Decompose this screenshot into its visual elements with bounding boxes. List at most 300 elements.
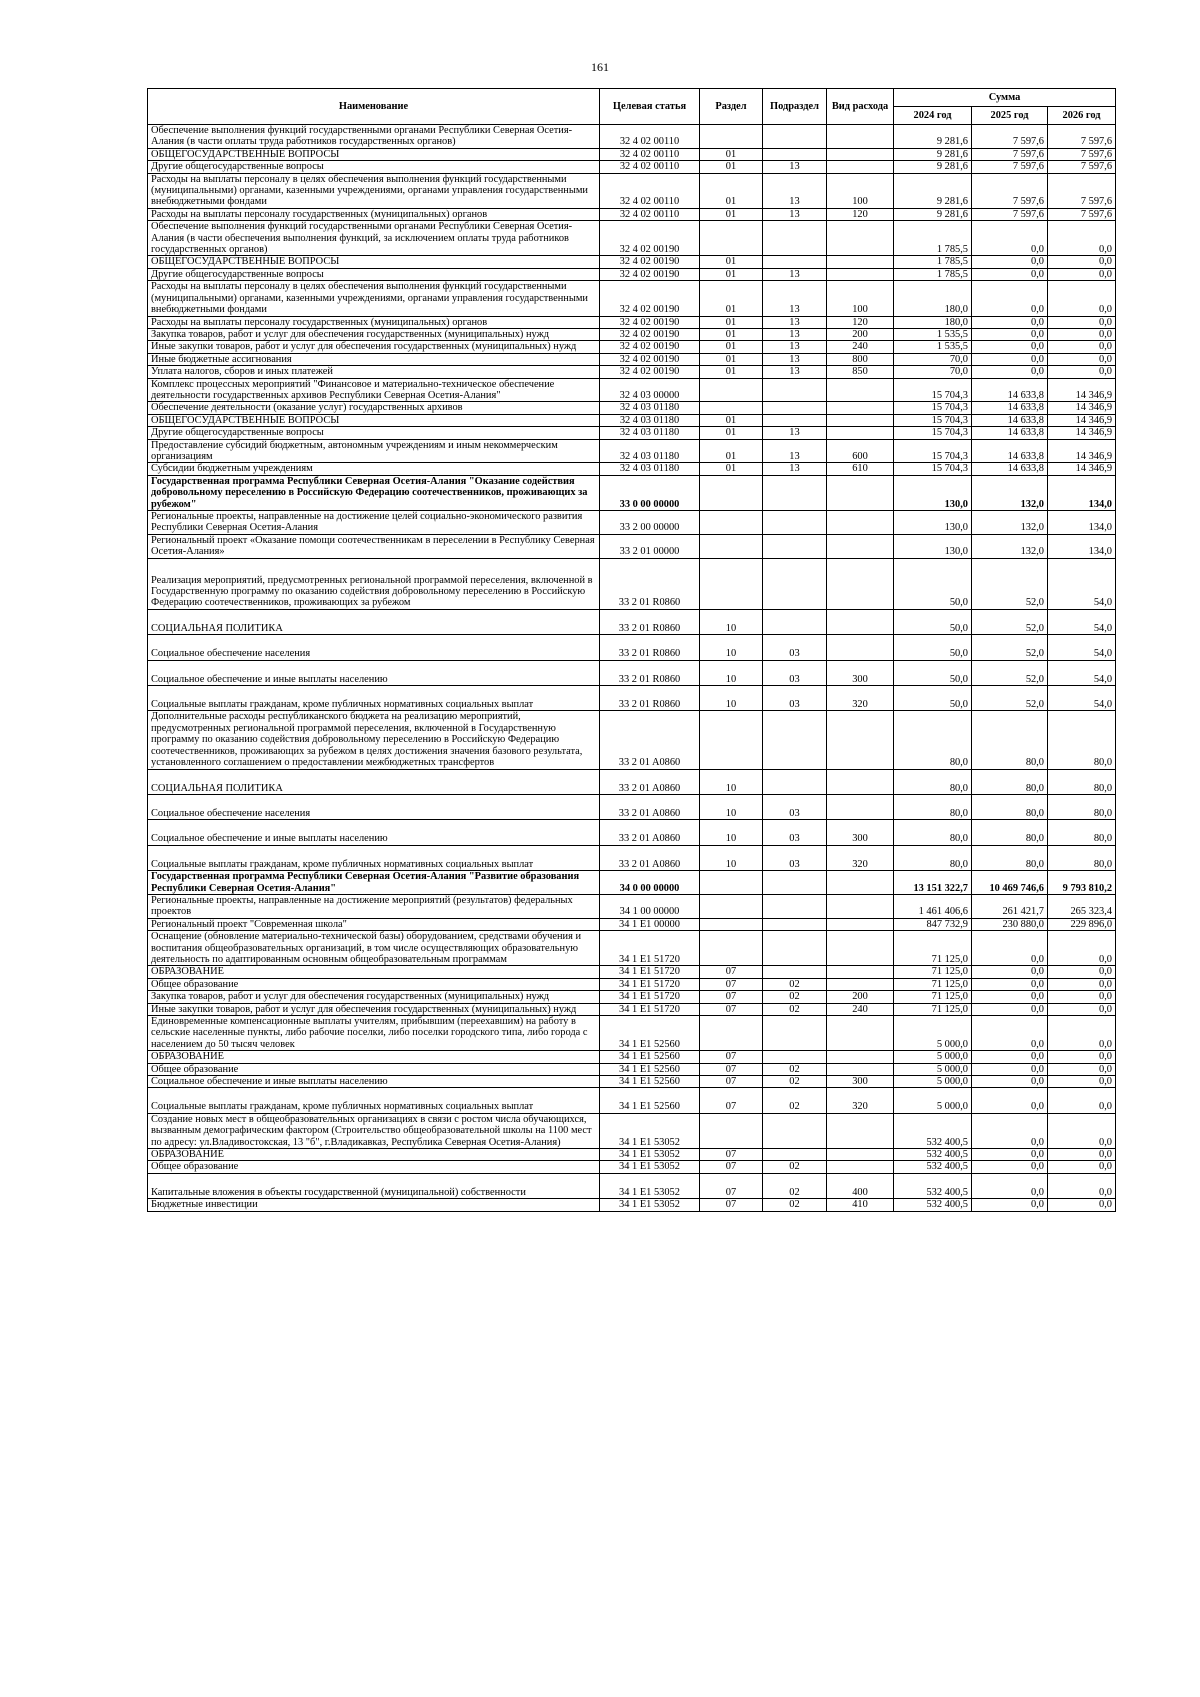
cell-2024: 532 400,5 xyxy=(894,1173,972,1198)
cell-expense-type xyxy=(827,427,894,439)
cell-target: 33 2 01 A0860 xyxy=(600,845,700,870)
cell-section xyxy=(700,558,763,609)
cell-expense-type: 100 xyxy=(827,173,894,208)
cell-expense-type: 410 xyxy=(827,1199,894,1211)
cell-subsection xyxy=(763,511,827,535)
cell-target: 34 1 E1 51720 xyxy=(600,1003,700,1015)
cell-2024: 15 704,3 xyxy=(894,463,972,475)
cell-2025: 0,0 xyxy=(972,328,1048,340)
cell-section xyxy=(700,534,763,558)
cell-expense-type xyxy=(827,871,894,895)
table-row xyxy=(148,894,1116,918)
cell-subsection xyxy=(763,475,827,510)
cell-section: 10 xyxy=(700,845,763,870)
cell-2025: 0,0 xyxy=(972,1063,1048,1075)
cell-2024: 15 704,3 xyxy=(894,378,972,402)
cell-target: 34 1 E1 51720 xyxy=(600,931,700,966)
table-row xyxy=(148,1076,1116,1088)
table-row xyxy=(148,918,1116,930)
cell-target: 32 4 02 00110 xyxy=(600,161,700,173)
cell-2026: 54,0 xyxy=(1048,660,1116,685)
table-row xyxy=(148,475,1116,510)
cell-expense-type: 300 xyxy=(827,660,894,685)
cell-2025: 0,0 xyxy=(972,341,1048,353)
cell-2026: 0,0 xyxy=(1048,316,1116,328)
cell-target: 34 1 E1 00000 xyxy=(600,918,700,930)
cell-2026: 0,0 xyxy=(1048,1076,1116,1088)
cell-2026: 14 346,9 xyxy=(1048,378,1116,402)
cell-2026: 54,0 xyxy=(1048,686,1116,711)
table-row xyxy=(148,328,1116,340)
cell-name: СОЦИАЛЬНАЯ ПОЛИТИКА xyxy=(148,609,600,634)
cell-name: ОБРАЗОВАНИЕ xyxy=(148,966,600,978)
cell-2024: 9 281,6 xyxy=(894,173,972,208)
table-row xyxy=(148,1161,1116,1173)
cell-section: 01 xyxy=(700,281,763,316)
table-row xyxy=(148,794,1116,819)
cell-2024: 15 704,3 xyxy=(894,439,972,463)
table-row xyxy=(148,414,1116,426)
cell-2026: 80,0 xyxy=(1048,794,1116,819)
cell-2026: 0,0 xyxy=(1048,1016,1116,1051)
cell-2026: 0,0 xyxy=(1048,256,1116,268)
cell-expense-type: 200 xyxy=(827,991,894,1003)
cell-subsection: 03 xyxy=(763,660,827,685)
cell-2024: 1 535,5 xyxy=(894,341,972,353)
cell-2024: 130,0 xyxy=(894,475,972,510)
cell-section: 10 xyxy=(700,660,763,685)
cell-target: 34 1 E1 52560 xyxy=(600,1016,700,1051)
header-name: Наименование xyxy=(148,89,600,125)
cell-2026: 9 793 810,2 xyxy=(1048,871,1116,895)
cell-2026: 7 597,6 xyxy=(1048,125,1116,149)
cell-2026: 0,0 xyxy=(1048,366,1116,378)
cell-section: 07 xyxy=(700,1199,763,1211)
cell-2025: 0,0 xyxy=(972,1051,1048,1063)
cell-subsection: 02 xyxy=(763,1088,827,1113)
table-row xyxy=(148,1003,1116,1015)
table-row xyxy=(148,1063,1116,1075)
table-row xyxy=(148,173,1116,208)
cell-target: 33 2 01 A0860 xyxy=(600,711,700,769)
cell-target: 33 2 01 A0860 xyxy=(600,820,700,845)
cell-expense-type xyxy=(827,148,894,160)
cell-expense-type xyxy=(827,918,894,930)
cell-expense-type xyxy=(827,931,894,966)
cell-section: 01 xyxy=(700,414,763,426)
table-row xyxy=(148,978,1116,990)
cell-name: Региональные проекты, направленные на достижение мероприятий (результатов) федеральных проектов xyxy=(148,894,600,918)
cell-subsection: 13 xyxy=(763,161,827,173)
cell-2026: 0,0 xyxy=(1048,1161,1116,1173)
cell-target: 32 4 03 00000 xyxy=(600,378,700,402)
cell-section: 01 xyxy=(700,439,763,463)
cell-2026: 0,0 xyxy=(1048,1113,1116,1148)
cell-section: 01 xyxy=(700,353,763,365)
table-row xyxy=(148,353,1116,365)
cell-name: Обеспечение выполнения функций государственными органами Республики Северная Осетия-Алания (в части оплаты труда работников государственных органов) xyxy=(148,125,600,149)
cell-target: 34 1 E1 52560 xyxy=(600,1063,700,1075)
cell-name: Региональный проект «Оказание помощи соотечественникам в переселении в Республику Северная Осетия-Алания» xyxy=(148,534,600,558)
cell-subsection: 13 xyxy=(763,281,827,316)
cell-section xyxy=(700,894,763,918)
cell-target: 34 1 E1 53052 xyxy=(600,1113,700,1148)
table-row xyxy=(148,148,1116,160)
cell-2024: 9 281,6 xyxy=(894,125,972,149)
cell-subsection: 03 xyxy=(763,820,827,845)
cell-2024: 9 281,6 xyxy=(894,148,972,160)
cell-expense-type: 320 xyxy=(827,1088,894,1113)
cell-name: Социальные выплаты гражданам, кроме публичных нормативных социальных выплат xyxy=(148,686,600,711)
table-row xyxy=(148,221,1116,256)
cell-subsection xyxy=(763,871,827,895)
cell-2024: 9 281,6 xyxy=(894,208,972,220)
cell-target: 34 0 00 00000 xyxy=(600,871,700,895)
cell-section xyxy=(700,711,763,769)
cell-2025: 0,0 xyxy=(972,931,1048,966)
cell-target: 34 1 E1 51720 xyxy=(600,966,700,978)
cell-target: 32 4 03 01180 xyxy=(600,402,700,414)
cell-name: Региональный проект "Современная школа" xyxy=(148,918,600,930)
cell-expense-type xyxy=(827,1016,894,1051)
cell-2024: 71 125,0 xyxy=(894,966,972,978)
cell-target: 32 4 02 00190 xyxy=(600,256,700,268)
table-row xyxy=(148,534,1116,558)
cell-expense-type: 800 xyxy=(827,353,894,365)
cell-2025: 14 633,8 xyxy=(972,402,1048,414)
cell-name: Социальные выплаты гражданам, кроме публичных нормативных социальных выплат xyxy=(148,845,600,870)
cell-2025: 52,0 xyxy=(972,686,1048,711)
cell-target: 33 2 01 R0860 xyxy=(600,686,700,711)
cell-section: 01 xyxy=(700,316,763,328)
cell-name: Общее образование xyxy=(148,978,600,990)
cell-2025: 10 469 746,6 xyxy=(972,871,1048,895)
cell-subsection: 13 xyxy=(763,439,827,463)
cell-2025: 0,0 xyxy=(972,1016,1048,1051)
cell-2024: 80,0 xyxy=(894,820,972,845)
cell-target: 34 1 E1 53052 xyxy=(600,1149,700,1161)
table-row xyxy=(148,439,1116,463)
cell-2026: 0,0 xyxy=(1048,1003,1116,1015)
cell-name: Создание новых мест в общеобразовательных организациях в связи с ростом числа обучающихся, вызванным демографическим фактором (Строительство общеобразовательной школы на 1100 мест по адресу: ул.Владивостокская, 13 "б", г.Владикавказ, Республика Северная Осетия-Алания) xyxy=(148,1113,600,1148)
cell-2025: 0,0 xyxy=(972,281,1048,316)
cell-2024: 532 400,5 xyxy=(894,1149,972,1161)
cell-2025: 7 597,6 xyxy=(972,161,1048,173)
cell-target: 34 1 00 00000 xyxy=(600,894,700,918)
cell-section xyxy=(700,871,763,895)
cell-target: 32 4 02 00190 xyxy=(600,341,700,353)
cell-section: 07 xyxy=(700,1088,763,1113)
cell-2024: 70,0 xyxy=(894,366,972,378)
cell-2024: 532 400,5 xyxy=(894,1199,972,1211)
cell-section: 01 xyxy=(700,173,763,208)
cell-2025: 0,0 xyxy=(972,353,1048,365)
cell-section: 01 xyxy=(700,427,763,439)
cell-name: Бюджетные инвестиции xyxy=(148,1199,600,1211)
cell-expense-type xyxy=(827,1161,894,1173)
cell-expense-type: 320 xyxy=(827,845,894,870)
cell-subsection: 13 xyxy=(763,316,827,328)
table-row xyxy=(148,609,1116,634)
cell-2026: 0,0 xyxy=(1048,1149,1116,1161)
cell-section: 01 xyxy=(700,256,763,268)
cell-expense-type xyxy=(827,475,894,510)
cell-target: 33 2 00 00000 xyxy=(600,511,700,535)
cell-subsection: 13 xyxy=(763,353,827,365)
cell-target: 34 1 E1 52560 xyxy=(600,1051,700,1063)
cell-2024: 1 461 406,6 xyxy=(894,894,972,918)
table-row xyxy=(148,256,1116,268)
cell-2025: 0,0 xyxy=(972,1149,1048,1161)
cell-2025: 0,0 xyxy=(972,1113,1048,1148)
cell-name: Дополнительные расходы республиканского бюджета на реализацию мероприятий, предусмотренных региональной программой переселения, включенной в Государственную программу по оказанию содействия добровольному переселению в Российскую Федерацию соотечественников, проживающих за рубежом в целях достижения значения базового результата, установленного соглашением о предоставлении межбюджетных трансфертов xyxy=(148,711,600,769)
cell-section: 01 xyxy=(700,341,763,353)
cell-2026: 0,0 xyxy=(1048,1088,1116,1113)
cell-expense-type xyxy=(827,161,894,173)
cell-2024: 1 785,5 xyxy=(894,221,972,256)
cell-2024: 80,0 xyxy=(894,794,972,819)
cell-name: Иные закупки товаров, работ и услуг для обеспечения государственных (муниципальных) нужд xyxy=(148,1003,600,1015)
cell-2026: 0,0 xyxy=(1048,991,1116,1003)
cell-name: ОБРАЗОВАНИЕ xyxy=(148,1051,600,1063)
header-2026: 2026 год xyxy=(1048,107,1116,125)
cell-2024: 847 732,9 xyxy=(894,918,972,930)
table-row xyxy=(148,711,1116,769)
cell-subsection: 13 xyxy=(763,268,827,280)
cell-2025: 7 597,6 xyxy=(972,173,1048,208)
table-row xyxy=(148,769,1116,794)
cell-target: 32 4 02 00190 xyxy=(600,366,700,378)
cell-2026: 80,0 xyxy=(1048,820,1116,845)
header-section: Раздел xyxy=(700,89,763,125)
cell-name: Расходы на выплаты персоналу государственных (муниципальных) органов xyxy=(148,316,600,328)
cell-expense-type xyxy=(827,609,894,634)
cell-target: 32 4 02 00190 xyxy=(600,328,700,340)
cell-subsection: 13 xyxy=(763,366,827,378)
cell-2025: 14 633,8 xyxy=(972,414,1048,426)
cell-2026: 54,0 xyxy=(1048,635,1116,660)
table-row xyxy=(148,1051,1116,1063)
cell-2024: 71 125,0 xyxy=(894,978,972,990)
cell-name: Другие общегосударственные вопросы xyxy=(148,161,600,173)
cell-subsection xyxy=(763,221,827,256)
table-row xyxy=(148,208,1116,220)
cell-expense-type xyxy=(827,221,894,256)
cell-expense-type: 120 xyxy=(827,208,894,220)
cell-section: 10 xyxy=(700,794,763,819)
cell-name: Единовременные компенсационные выплаты учителям, прибывшим (переехавшим) на работу в сельские населенные пункты, либо рабочие поселки, либо поселки городского типа, либо города с населением до 50 тысяч человек xyxy=(148,1016,600,1051)
cell-section: 10 xyxy=(700,769,763,794)
cell-2025: 52,0 xyxy=(972,635,1048,660)
cell-2024: 71 125,0 xyxy=(894,931,972,966)
cell-section: 10 xyxy=(700,820,763,845)
cell-2024: 1 535,5 xyxy=(894,328,972,340)
page-number: 161 xyxy=(591,60,609,74)
cell-2024: 180,0 xyxy=(894,316,972,328)
cell-expense-type xyxy=(827,894,894,918)
cell-section: 10 xyxy=(700,635,763,660)
cell-expense-type: 240 xyxy=(827,1003,894,1015)
cell-2024: 50,0 xyxy=(894,660,972,685)
cell-2025: 14 633,8 xyxy=(972,378,1048,402)
cell-section: 01 xyxy=(700,161,763,173)
cell-name: Другие общегосударственные вопросы xyxy=(148,268,600,280)
cell-2026: 54,0 xyxy=(1048,558,1116,609)
cell-expense-type xyxy=(827,268,894,280)
cell-target: 32 4 02 00190 xyxy=(600,268,700,280)
cell-expense-type: 100 xyxy=(827,281,894,316)
cell-subsection xyxy=(763,966,827,978)
cell-2025: 0,0 xyxy=(972,1161,1048,1173)
cell-subsection: 02 xyxy=(763,1199,827,1211)
cell-name: Реализация мероприятий, предусмотренных региональной программой переселения, включенной в Государственную программу по оказанию содействия добровольному переселению в Российскую Федерацию соотечественников, проживающих за рубежом xyxy=(148,558,600,609)
cell-expense-type xyxy=(827,1051,894,1063)
cell-name: Иные закупки товаров, работ и услуг для обеспечения государственных (муниципальных) нужд xyxy=(148,341,600,353)
cell-2025: 0,0 xyxy=(972,1076,1048,1088)
cell-2026: 14 346,9 xyxy=(1048,414,1116,426)
cell-subsection: 03 xyxy=(763,635,827,660)
cell-2026: 0,0 xyxy=(1048,221,1116,256)
cell-2025: 80,0 xyxy=(972,845,1048,870)
cell-2025: 7 597,6 xyxy=(972,125,1048,149)
cell-2024: 15 704,3 xyxy=(894,402,972,414)
cell-target: 33 2 01 R0860 xyxy=(600,609,700,634)
cell-2026: 7 597,6 xyxy=(1048,161,1116,173)
cell-2024: 5 000,0 xyxy=(894,1076,972,1088)
cell-subsection: 02 xyxy=(763,978,827,990)
header-target: Целевая статья xyxy=(600,89,700,125)
cell-expense-type: 120 xyxy=(827,316,894,328)
cell-2025: 132,0 xyxy=(972,475,1048,510)
budget-table xyxy=(147,88,1116,1212)
table-row xyxy=(148,1173,1116,1198)
cell-2026: 14 346,9 xyxy=(1048,463,1116,475)
cell-2026: 80,0 xyxy=(1048,711,1116,769)
cell-2025: 0,0 xyxy=(972,991,1048,1003)
table-row xyxy=(148,125,1116,149)
cell-name: Региональные проекты, направленные на достижение целей социально-экономического развития Республики Северная Осетия-Алания xyxy=(148,511,600,535)
cell-expense-type: 850 xyxy=(827,366,894,378)
cell-target: 32 4 02 00190 xyxy=(600,221,700,256)
cell-section: 07 xyxy=(700,978,763,990)
cell-section xyxy=(700,1113,763,1148)
cell-subsection: 13 xyxy=(763,341,827,353)
cell-2024: 5 000,0 xyxy=(894,1051,972,1063)
cell-subsection xyxy=(763,769,827,794)
table-row xyxy=(148,1149,1116,1161)
cell-2025: 14 633,8 xyxy=(972,427,1048,439)
cell-subsection: 13 xyxy=(763,173,827,208)
cell-2024: 71 125,0 xyxy=(894,1003,972,1015)
cell-section xyxy=(700,402,763,414)
cell-2026: 0,0 xyxy=(1048,353,1116,365)
cell-2025: 0,0 xyxy=(972,1173,1048,1198)
cell-section xyxy=(700,511,763,535)
cell-section: 07 xyxy=(700,1173,763,1198)
table-row xyxy=(148,281,1116,316)
cell-expense-type: 320 xyxy=(827,686,894,711)
cell-name: Общее образование xyxy=(148,1161,600,1173)
cell-subsection xyxy=(763,609,827,634)
cell-name: Уплата налогов, сборов и иных платежей xyxy=(148,366,600,378)
cell-subsection: 13 xyxy=(763,427,827,439)
cell-section: 07 xyxy=(700,1003,763,1015)
cell-expense-type: 610 xyxy=(827,463,894,475)
cell-subsection xyxy=(763,256,827,268)
cell-2026: 0,0 xyxy=(1048,966,1116,978)
table-body xyxy=(148,125,1116,1212)
cell-2026: 7 597,6 xyxy=(1048,208,1116,220)
cell-name: СОЦИАЛЬНАЯ ПОЛИТИКА xyxy=(148,769,600,794)
table-row xyxy=(148,402,1116,414)
cell-name: Закупка товаров, работ и услуг для обеспечения государственных (муниципальных) нужд xyxy=(148,991,600,1003)
cell-section: 01 xyxy=(700,148,763,160)
cell-2026: 7 597,6 xyxy=(1048,173,1116,208)
cell-2025: 0,0 xyxy=(972,316,1048,328)
cell-target: 33 2 01 A0860 xyxy=(600,769,700,794)
cell-2026: 0,0 xyxy=(1048,1199,1116,1211)
cell-name: ОБЩЕГОСУДАРСТВЕННЫЕ ВОПРОСЫ xyxy=(148,414,600,426)
cell-expense-type xyxy=(827,378,894,402)
cell-section xyxy=(700,221,763,256)
cell-2025: 52,0 xyxy=(972,609,1048,634)
cell-2026: 0,0 xyxy=(1048,1051,1116,1063)
cell-name: Социальные выплаты гражданам, кроме публичных нормативных социальных выплат xyxy=(148,1088,600,1113)
cell-2026: 0,0 xyxy=(1048,341,1116,353)
cell-2026: 265 323,4 xyxy=(1048,894,1116,918)
cell-name: Социальное обеспечение и иные выплаты населению xyxy=(148,1076,600,1088)
cell-2024: 80,0 xyxy=(894,711,972,769)
cell-2026: 229 896,0 xyxy=(1048,918,1116,930)
cell-name: Капитальные вложения в объекты государственной (муниципальной) собственности xyxy=(148,1173,600,1198)
cell-target: 33 2 01 R0860 xyxy=(600,558,700,609)
cell-2024: 15 704,3 xyxy=(894,427,972,439)
cell-target: 34 1 E1 51720 xyxy=(600,991,700,1003)
cell-target: 34 1 E1 51720 xyxy=(600,978,700,990)
cell-2024: 1 785,5 xyxy=(894,268,972,280)
cell-2024: 50,0 xyxy=(894,609,972,634)
table-row xyxy=(148,871,1116,895)
cell-name: Социальное обеспечение и иные выплаты населению xyxy=(148,660,600,685)
cell-2025: 80,0 xyxy=(972,769,1048,794)
cell-expense-type xyxy=(827,711,894,769)
cell-expense-type xyxy=(827,978,894,990)
cell-2025: 0,0 xyxy=(972,1199,1048,1211)
cell-2025: 0,0 xyxy=(972,268,1048,280)
cell-section xyxy=(700,918,763,930)
cell-name: Иные бюджетные ассигнования xyxy=(148,353,600,365)
cell-section: 07 xyxy=(700,1149,763,1161)
table-row xyxy=(148,558,1116,609)
cell-name: Расходы на выплаты персоналу в целях обеспечения выполнения функций государственными (муниципальными) органами, казенными учреждениями, органами управления государственными внебюджетными фондами xyxy=(148,173,600,208)
cell-2025: 7 597,6 xyxy=(972,148,1048,160)
cell-subsection xyxy=(763,378,827,402)
table-row xyxy=(148,1016,1116,1051)
cell-target: 32 4 02 00190 xyxy=(600,281,700,316)
cell-2025: 0,0 xyxy=(972,366,1048,378)
header-subsection: Подраздел xyxy=(763,89,827,125)
cell-section xyxy=(700,931,763,966)
cell-name: Обеспечение деятельности (оказание услуг) государственных архивов xyxy=(148,402,600,414)
cell-subsection: 03 xyxy=(763,794,827,819)
header-2024: 2024 год xyxy=(894,107,972,125)
cell-2026: 0,0 xyxy=(1048,268,1116,280)
cell-2024: 71 125,0 xyxy=(894,991,972,1003)
cell-2024: 532 400,5 xyxy=(894,1113,972,1148)
cell-2024: 13 151 322,7 xyxy=(894,871,972,895)
cell-target: 32 4 02 00110 xyxy=(600,208,700,220)
cell-expense-type: 300 xyxy=(827,1076,894,1088)
